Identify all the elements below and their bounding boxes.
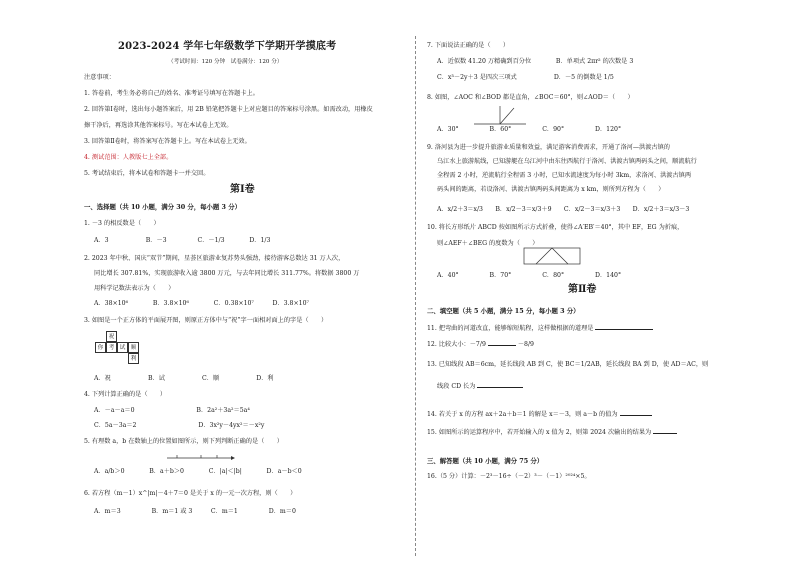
question-3: 3. 如图是一个正方体的平面展开图，则原正方体中与“祝”字一面相对面上的字是（ ）	[84, 317, 328, 324]
question-11	[427, 323, 653, 333]
question-9: 9. 洛河县为进一步提升旅游业质量和效益，满足游客消费需求，开通了洛河—洪渡古镇的	[427, 144, 670, 151]
question-3-options: A．祝 B．试 C．顺 D．利	[94, 375, 274, 382]
question-11-text: 11. 把弯曲的河道改直，能够缩短航程，这样做根据的道理是	[427, 325, 594, 332]
answer-blank[interactable]	[653, 427, 677, 434]
question-14-text: 14. 若关于 x 的方程 ax＋2a＋b＝1 的解是 x＝－3，则 a－b 的值为	[427, 411, 618, 418]
net-cell: 祝	[106, 331, 117, 342]
question-13-text: 线段 CD 长为	[437, 383, 476, 390]
question-12-text: 12. 比较大小：－7/9	[427, 341, 486, 348]
question-10-options: A．40° B．70° C．80° D．140°	[437, 272, 622, 279]
question-1-options: A．3 B．－3 C．－1/3 D．1/3	[94, 237, 271, 244]
question-6-options: A．m＝3 B．m＝1 或 3 C．m＝1 D．m＝0	[94, 508, 296, 515]
answer-blank[interactable]	[488, 339, 516, 346]
notice-line: 2. 回答第Ⅰ卷时，选出每小题答案后，用 2B 铅笔把答题卡上对应题目的答案标号涂黑。如需改动，用橡皮	[84, 106, 373, 113]
exam-title: 2023-2024 学年七年级数学下学期开学摸底考	[118, 41, 337, 52]
question-13-cont	[437, 381, 523, 391]
question-9-cont: 码头间的距离，若设洛河、洪渡古镇两码头间距离为 x km，则所列方程为（ ）	[437, 186, 665, 193]
question-8-options: A．30° B．60° C．90° D．120°	[437, 126, 622, 133]
question-1: 1. －3 的相反数是（ ）	[84, 220, 160, 227]
angle-figure	[470, 104, 530, 126]
answer-blank[interactable]	[620, 409, 652, 416]
question-4-options: C．5a－3a＝2 D．3x²y－4yx²＝－x²y	[94, 422, 265, 429]
question-7-options: A．近似数 41.20 万精确到百分位 B．单项式 2πr² 的次数是 3	[437, 58, 634, 65]
net-cell: 考	[106, 342, 117, 353]
exam-subtitle: （考试时间：120 分钟 试卷满分：120 分）	[168, 59, 283, 65]
question-9-cont: 乌江水上旅游航线，已知游艇在乌江河中由东往西航行于洛河、洪渡古镇两码头之间，顺流航行	[437, 158, 697, 165]
question-4: 4. 下列计算正确的是（ ）	[84, 391, 167, 398]
question-13: 13. 已知线段 AB＝6cm，延长线段 AB 到 C，使 BC＝1/2AB，延长线段 BA 到 D，使 AD＝AC，则	[427, 361, 709, 368]
notice-line: 擦干净后，再选涂其他答案标号。写在本试卷上无效。	[84, 122, 233, 129]
question-12-rhs: －8/9	[517, 341, 534, 348]
number-line-figure	[165, 450, 235, 464]
question-8: 8. 如图，∠AOC 和∠BOD 都是直角，∠BOC＝60°，则∠AOD＝（ ）	[427, 94, 634, 101]
question-7: 7. 下面说法正确的是（ ）	[427, 42, 510, 49]
question-2: 2. 2023 年中秋、国庆“双节”期间，星荟区旅游业复苏势头强劲，接待游客总数达 31 万人次，	[84, 255, 345, 262]
part1-heading: 第Ⅰ卷	[230, 184, 255, 195]
question-14	[427, 409, 652, 419]
column-divider	[415, 36, 416, 556]
section-choice: 一、选择题（共 10 小题，满分 30 分，每小题 3 分）	[84, 203, 242, 211]
net-cell: 试	[117, 342, 128, 353]
notice-line: 5. 考试结束后，将本试卷和答题卡一并交回。	[84, 170, 210, 177]
question-9-cont: 全程需 2 小时，逆流航行全程需 3 小时，已知水流速度为每小时 3km，求洛河、洪渡古镇两	[437, 172, 692, 179]
question-2-cont: 用科学记数法表示为（ ）	[94, 285, 175, 292]
question-10: 10. 将长方形纸片 ABCD 按如图所示方式折叠，使得∠A′EB′＝40°，其中 EF，EG 为折痕，	[427, 224, 684, 231]
question-7-options: C．x³－2y＋3 是四次三项式 D．－5 的倒数是 1/5	[437, 74, 614, 81]
notice-heading: 注意事项：	[84, 74, 115, 81]
question-9-options: A．x/2＋3＝x/3 B．x/2－3＝x/3＋9 C．x/2－3＝x/3＋3 D．x/2＋3＝x/3－3	[437, 206, 690, 213]
question-15-text: 15. 如图所示的运算程序中，若开始输入的 x 值为 2，则第 2024 次输出的结果为	[427, 429, 652, 436]
net-cell: 你	[95, 342, 106, 353]
question-5-options: A．a/b＞0 B．a＋b＞0 C．|a|＜|b| D．a－b＜0	[94, 468, 302, 475]
notice-line-scope: 4. 测试范围：人教版七上全部。	[84, 154, 173, 161]
question-2-options: A．38×10⁶ B．3.8×10⁶ C．0.38×10⁷ D．3.8×10⁷	[94, 300, 310, 307]
question-4-options: A．－a－a＝0 B．2a²＋3a²＝5a⁴	[94, 407, 250, 414]
notice-line: 3. 回答第Ⅱ卷时，将答案写在答题卡上。写在本试卷上无效。	[84, 138, 251, 145]
answer-blank[interactable]	[595, 323, 653, 330]
answer-blank[interactable]	[477, 381, 523, 388]
section-fill: 二、填空题（共 5 小题，满分 15 分，每小题 3 分）	[427, 307, 580, 315]
fold-figure	[520, 244, 584, 266]
net-cell: 顺	[128, 342, 139, 353]
question-16: 16.（5 分）计算：－2³－16÷（－2）³－（－1）²⁰²⁴×5。	[427, 473, 591, 480]
question-12	[427, 339, 534, 349]
question-2-cont: 同比增长 307.81%，实现旅游收入逾 3800 万元，与去年同比增长 311.77%。将数据 3800 万	[94, 270, 360, 277]
question-15	[427, 427, 677, 437]
part2-heading: 第Ⅱ卷	[568, 284, 597, 295]
question-6: 6. 若方程（m－1）x^|m|－4＋7＝0 是关于 x 的一元一次方程，则（ ）	[84, 490, 297, 497]
question-10-cont: 则∠AEF＋∠BEG 的度数为（ ）	[437, 240, 539, 247]
net-cell: 利	[128, 353, 139, 364]
question-5: 5. 有理数 a，b 在数轴上的位置如图所示，则下列判断正确的是（ ）	[84, 438, 283, 445]
notice-line: 1. 答卷前，考生务必将自己的姓名、准考证号填写在答题卡上。	[84, 90, 259, 97]
section-solve: 三、解答题（共 10 小题，满分 75 分）	[427, 457, 544, 465]
